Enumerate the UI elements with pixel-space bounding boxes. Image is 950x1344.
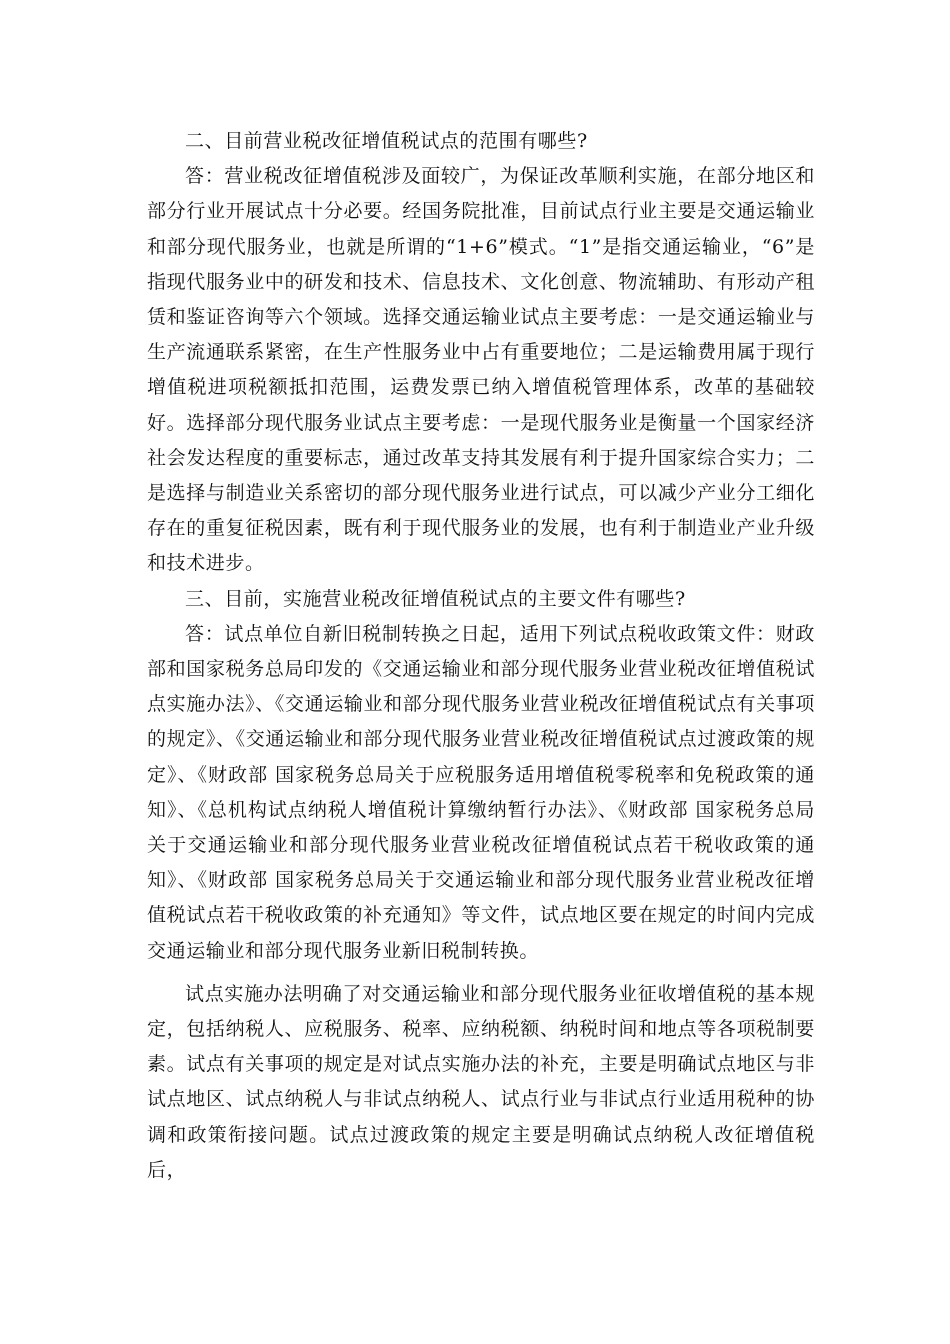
body-paragraph: 试点实施办法明确了对交通运输业和部分现代服务业征收增值税的基本规定，包括纳税人、应税服务、税率、应纳税额、纳税时间和地点等各项税制要素。试点有关事项的规定是对试点实施办法的补充，主要是明确试点地区与非试点地区、试点纳税人与非试点纳税人、试点行业与非试点行业适用税种的协调和政策衔接问题。试点过渡政策的规定主要是明确试点纳税人改征增值税后，	[147, 982, 815, 1181]
document-body	[147, 124, 815, 1188]
question-heading-2: 二、目前营业税改征增值税试点的范围有哪些?	[185, 130, 588, 152]
answer-paragraph-2: 答：营业税改征增值税涉及面较广，为保证改革顺利实施，在部分地区和部分行业开展试点十分必要。经国务院批准，目前试点行业主要是交通运输业和部分现代服务业，也就是所谓的“1+6”模式。“1”是指交通运输业，“6”是指现代服务业中的研发和技术、信息技术、文化创意、物流辅助、有形动产租赁和鉴证咨询等六个领域。选择交通运输业试点主要考虑：一是交通运输业与生产流通联系紧密，在生产性服务业中占有重要地位；二是运输费用属于现行增值税进项税额抵扣范围，运费发票已纳入增值税管理体系，改革的基础较好。选择部分现代服务业试点主要考虑：一是现代服务业是衡量一个国家经济社会发达程度的重要标志，通过改革支持其发展有利于提升国家综合实力；二是选择与制造业关系密切的部分现代服务业进行试点，可以减少产业分工细化存在的重复征税因素，既有利于现代服务业的发展，也有利于制造业产业升级和技术进步。	[147, 165, 815, 575]
answer-paragraph-3: 答：试点单位自新旧税制转换之日起，适用下列试点税收政策文件：财政部和国家税务总局印发的《交通运输业和部分现代服务业营业税改征增值税试点实施办法》、《交通运输业和部分现代服务业营业税改征增值税试点有关事项的规定》、《交通运输业和部分现代服务业营业税改征增值税试点过渡政策的规定》、《财政部 国家税务总局关于应税服务适用增值税零税率和免税政策的通知》、《总机构试点纳税人增值税计算缴纳暂行办法》、《财政部 国家税务总局关于交通运输业和部分现代服务业营业税改征增值税试点若干税收政策的通知》、《财政部 国家税务总局关于交通运输业和部分现代服务业营业税改征增值税试点若干税收政策的补充通知》等文件，试点地区要在规定的时间内完成交通运输业和部分现代服务业新旧税制转换。	[147, 622, 815, 962]
question-heading-3: 三、目前，实施营业税改征增值税试点的主要文件有哪些?	[185, 587, 686, 610]
